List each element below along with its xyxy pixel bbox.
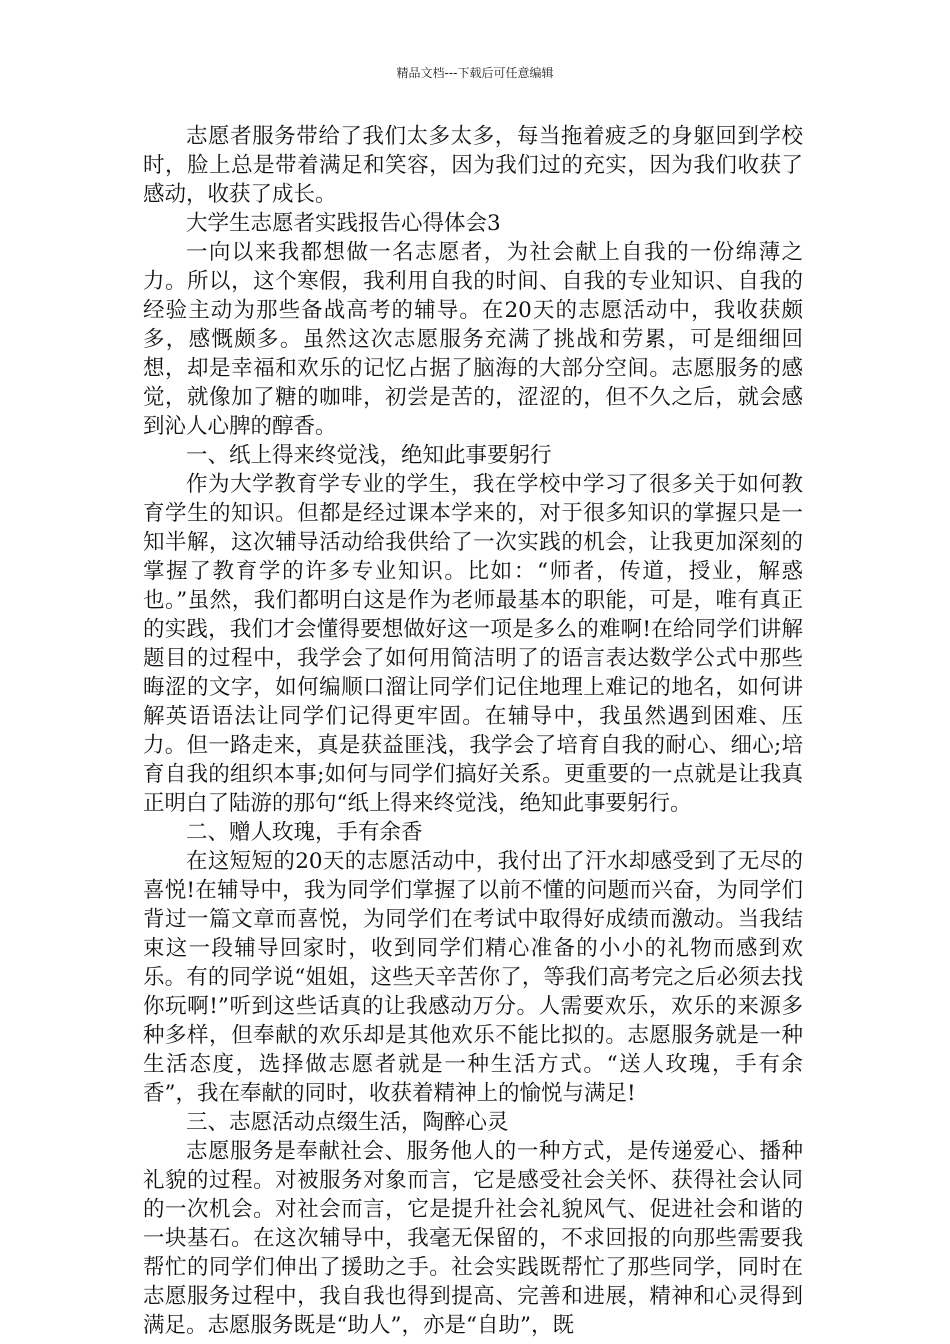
section-2-heading: 二、赠人玫瑰，手有余香 (186, 820, 423, 845)
document-body (143, 122, 803, 1340)
document-title: 大学生志愿者实践报告心得体会3 (186, 211, 501, 236)
page-header: 精品文档---下载后可任意编辑 (396, 66, 554, 80)
intro-paragraph: 志愿者服务带给了我们太多太多，每当拖着疲乏的身躯回到学校时，脸上总是带着满足和笑容，因为我们过的充实，因为我们收获了感动，收获了成长。 (143, 124, 803, 207)
section-3-heading: 三、志愿活动点缀生活，陶醉心灵 (186, 1110, 509, 1135)
section-1-paragraph: 作为大学教育学专业的学生，我在学校中学习了很多关于如何教育学生的知识。但都是经过课本学来的，对于很多知识的掌握只是一知半解，这次辅导活动给我供给了一次实践的机会，让我更加深刻的掌握了教育学的许多专业知识。比如：“师者，传道，授业，解惑也。”虽然，我们都明白这是作为老师最基本的职能，可是，唯有真正的实践，我们才会懂得要想做好这一项是多么的难啊!在给同学们讲解题目的过程中，我学会了如何用简洁明了的语言表达数学公式中那些晦涩的文字，如何编顺口溜让同学们记住地理上难记的地名，如何讲解英语语法让同学们记得更牢固。在辅导中，我虽然遇到困难、压力。但一路走来，真是获益匪浅，我学会了培育自我的耐心、细心;培育自我的组织本事;如何与同学们搞好关系。更重要的一点就是让我真正明白了陆游的那句“纸上得来终觉浅，绝知此事要躬行。 (143, 472, 803, 816)
section-2-paragraph: 在这短短的20天的志愿活动中，我付出了汗水却感受到了无尽的喜悦!在辅导中，我为同学们掌握了以前不懂的问题而兴奋，为同学们背过一篇文章而喜悦，为同学们在考试中取得好成绩而激动。当我结束这一段辅导回家时，收到同学们精心准备的小小的礼物而感到欢乐。有的同学说“姐姐，这些天辛苦你了，等我们高考完之后必须去找你玩啊!”听到这些话真的让我感动万分。人需要欢乐，欢乐的来源多种多样，但奉献的欢乐却是其他欢乐不能比拟的。志愿服务就是一种生活态度，选择做志愿者就是一种生活方式。“送人玫瑰，手有余香”，我在奉献的同时，收获着精神上的愉悦与满足! (143, 849, 803, 1106)
section-3-paragraph: 志愿服务是奉献社会、服务他人的一种方式，是传递爱心、播种礼貌的过程。对被服务对象而言，它是感受社会关怀、获得社会认同的一次机会。对社会而言，它是提升社会礼貌风气、促进社会和谐的一块基石。在这次辅导中，我毫无保留的，不求回报的向那些需要我帮忙的同学们伸出了援助之手。社会实践既帮忙了那些同学，同时在志愿服务过程中，我自我也得到提高、完善和进展，精神和心灵得到满足。志愿服务既是“助人”，亦是“自助”，既 (143, 1139, 803, 1338)
section-1-heading: 一、纸上得来终觉浅，绝知此事要躬行 (186, 443, 552, 468)
opening-paragraph: 一向以来我都想做一名志愿者，为社会献上自我的一份绵薄之力。所以，这个寒假，我利用自我的时间、自我的专业知识、自我的经验主动为那些备战高考的辅导。在20天的志愿活动中，我收获颇多，感慨颇多。虽然这次志愿服务充满了挑战和劳累，可是细细回想，却是幸福和欢乐的记忆占据了脑海的大部分空间。志愿服务的感觉，就像加了糖的咖啡，初尝是苦的，涩涩的，但不久之后，就会感到沁人心脾的醇香。 (143, 240, 803, 439)
